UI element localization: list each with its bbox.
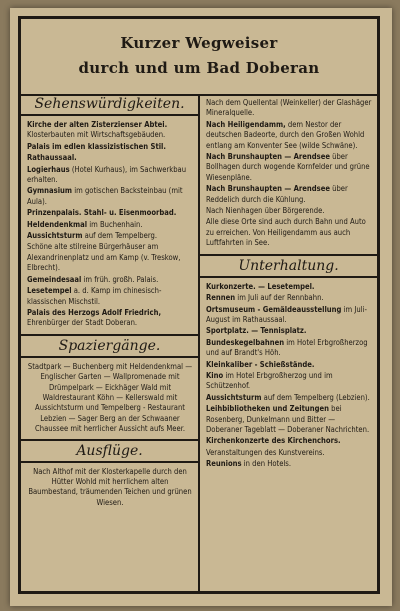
list-item: Leihbibliotheken und Zeitungen bei Rosenberg, Dunkelmann und Bitter — Doberaner Tageblatt — Doberaner Nachrichten. [206,404,370,434]
sights-heading: Sehenswürdigkeiten. [21,94,198,116]
list-item: Veranstaltungen des Kunstvereins. [206,447,325,457]
list-item: Nach Brunshaupten — Arendsee über Reddelich durch die Kühlung. [206,184,348,204]
title-line-1: Kurzer Wegweiser [120,34,278,52]
list-item: Gemeindesaal im früh. großh. Palais. [27,274,159,284]
list-item: Rathaussaal. [27,153,77,163]
walks-heading: Spaziergänge. [21,334,198,358]
list-item: Ortsmuseum - Gemäldeausstellung im Juli-August im Rathaussaal. [206,304,367,324]
list-item: Bundeskegelbahnen im Hotel Erbgroßherzog und auf Brandt's Höh. [206,337,368,358]
list-item: Prinzenpalais. Stahl- u. Eisenmoorbad. [27,208,177,218]
list-item: Palais im edlen klassizistischen Stil. [27,141,166,151]
page-frame [18,16,380,594]
list-item: Reunions in den Hotels. [206,459,292,469]
page-header [21,19,377,96]
walks-text: Stadtpark — Buchenberg mit Heldendenkmal — Englischer Garten — Wallpromenade mit Drümpelpark — Eickhäger Wald mit Waldrestaurant Köhn — Kellerswald mit Aussichtsturm und Tempelberg - Restaurant Lebzien — Sager Berg an der Schwaaner Chaussee mit herrlicher Aussicht aufs Meer. [27,361,193,434]
trips-text: Nach Althof mit der Klosterkapelle durch den Hütter Wohld mit herrlichem alten Baumbestand, träumenden Teichen und grünen Wiesen. [28,466,192,507]
list-item: Sportplatz. — Tennisplatz. [206,326,307,336]
list-item: Kino im Hotel Erbgroßherzog und im Schützenhof. [206,370,333,391]
list-item: Rennen im Juli auf der Rennbahn. [206,293,324,303]
list-item: Heldendenkmal im Buchenhain. [27,219,143,229]
left-column [21,94,200,591]
list-item: Nach Nienhagen über Börgerende. [206,206,325,216]
list-item: Kirche der alten Zisterzienser Abtei. Klosterbauten mit Wirtschaftsgebäuden. [27,120,168,140]
list-item: Kurkonzerte. — Lesetempel. [206,281,315,291]
brochure-page [10,8,392,606]
list-item: Aussichtsturm auf dem Tempelberg. [27,231,158,241]
trips-heading: Ausflüge. [21,439,198,463]
list-item: Gymnasium im gotischen Backsteinbau (mit Aula). [27,186,183,206]
list-item: Nach Heiligendamm, dem Nestor der deutschen Badeorte, durch den Großen Wohld entlang am Konventer See (wilde Schwäne). [206,119,365,150]
entertainment-list [200,278,377,475]
right-column [200,94,377,591]
list-item: Palais des Herzogs Adolf Friedrich, Ehrenbürger der Stadt Doberan. [27,307,162,328]
list-item: Alle diese Orte sind auch durch Bahn und Auto zu erreichen. Von Heiligendamm aus auch Luftfahrten in See. [206,217,366,248]
list-item: Kirchenkonzerte des Kirchenchors. [206,436,341,446]
list-item: Lesetempel a. d. Kamp im chinesisch-klassischen Mischstil. [27,286,162,306]
list-item: Nach dem Quellental (Weinkeller) der Glashäger Mineralquelle. [206,98,372,118]
title-line-2: durch und um Bad Doberan [78,59,320,77]
list-item: Aussichtsturm auf dem Tempelberg (Lebzien). [206,392,370,402]
list-item: Logierhaus (Hotel Kurhaus), im Sachwerkbau erhalten. [27,164,187,185]
list-item: Schöne alte stilreine Bürgerhäuser am Alexandrinenplatz und am Kamp (v. Treskow, Elbrecht). [27,242,181,273]
sights-list [21,116,198,334]
list-item: Kleinkaliber - Schießstände. [206,359,315,369]
list-item: Nach Brunshaupten — Arendsee über Bollhagen durch wogende Kornfelder und grüne Wiesenpläne. [206,152,370,182]
trips-continued-list [200,94,377,254]
entertainment-heading: Unterhaltung. [200,254,377,278]
